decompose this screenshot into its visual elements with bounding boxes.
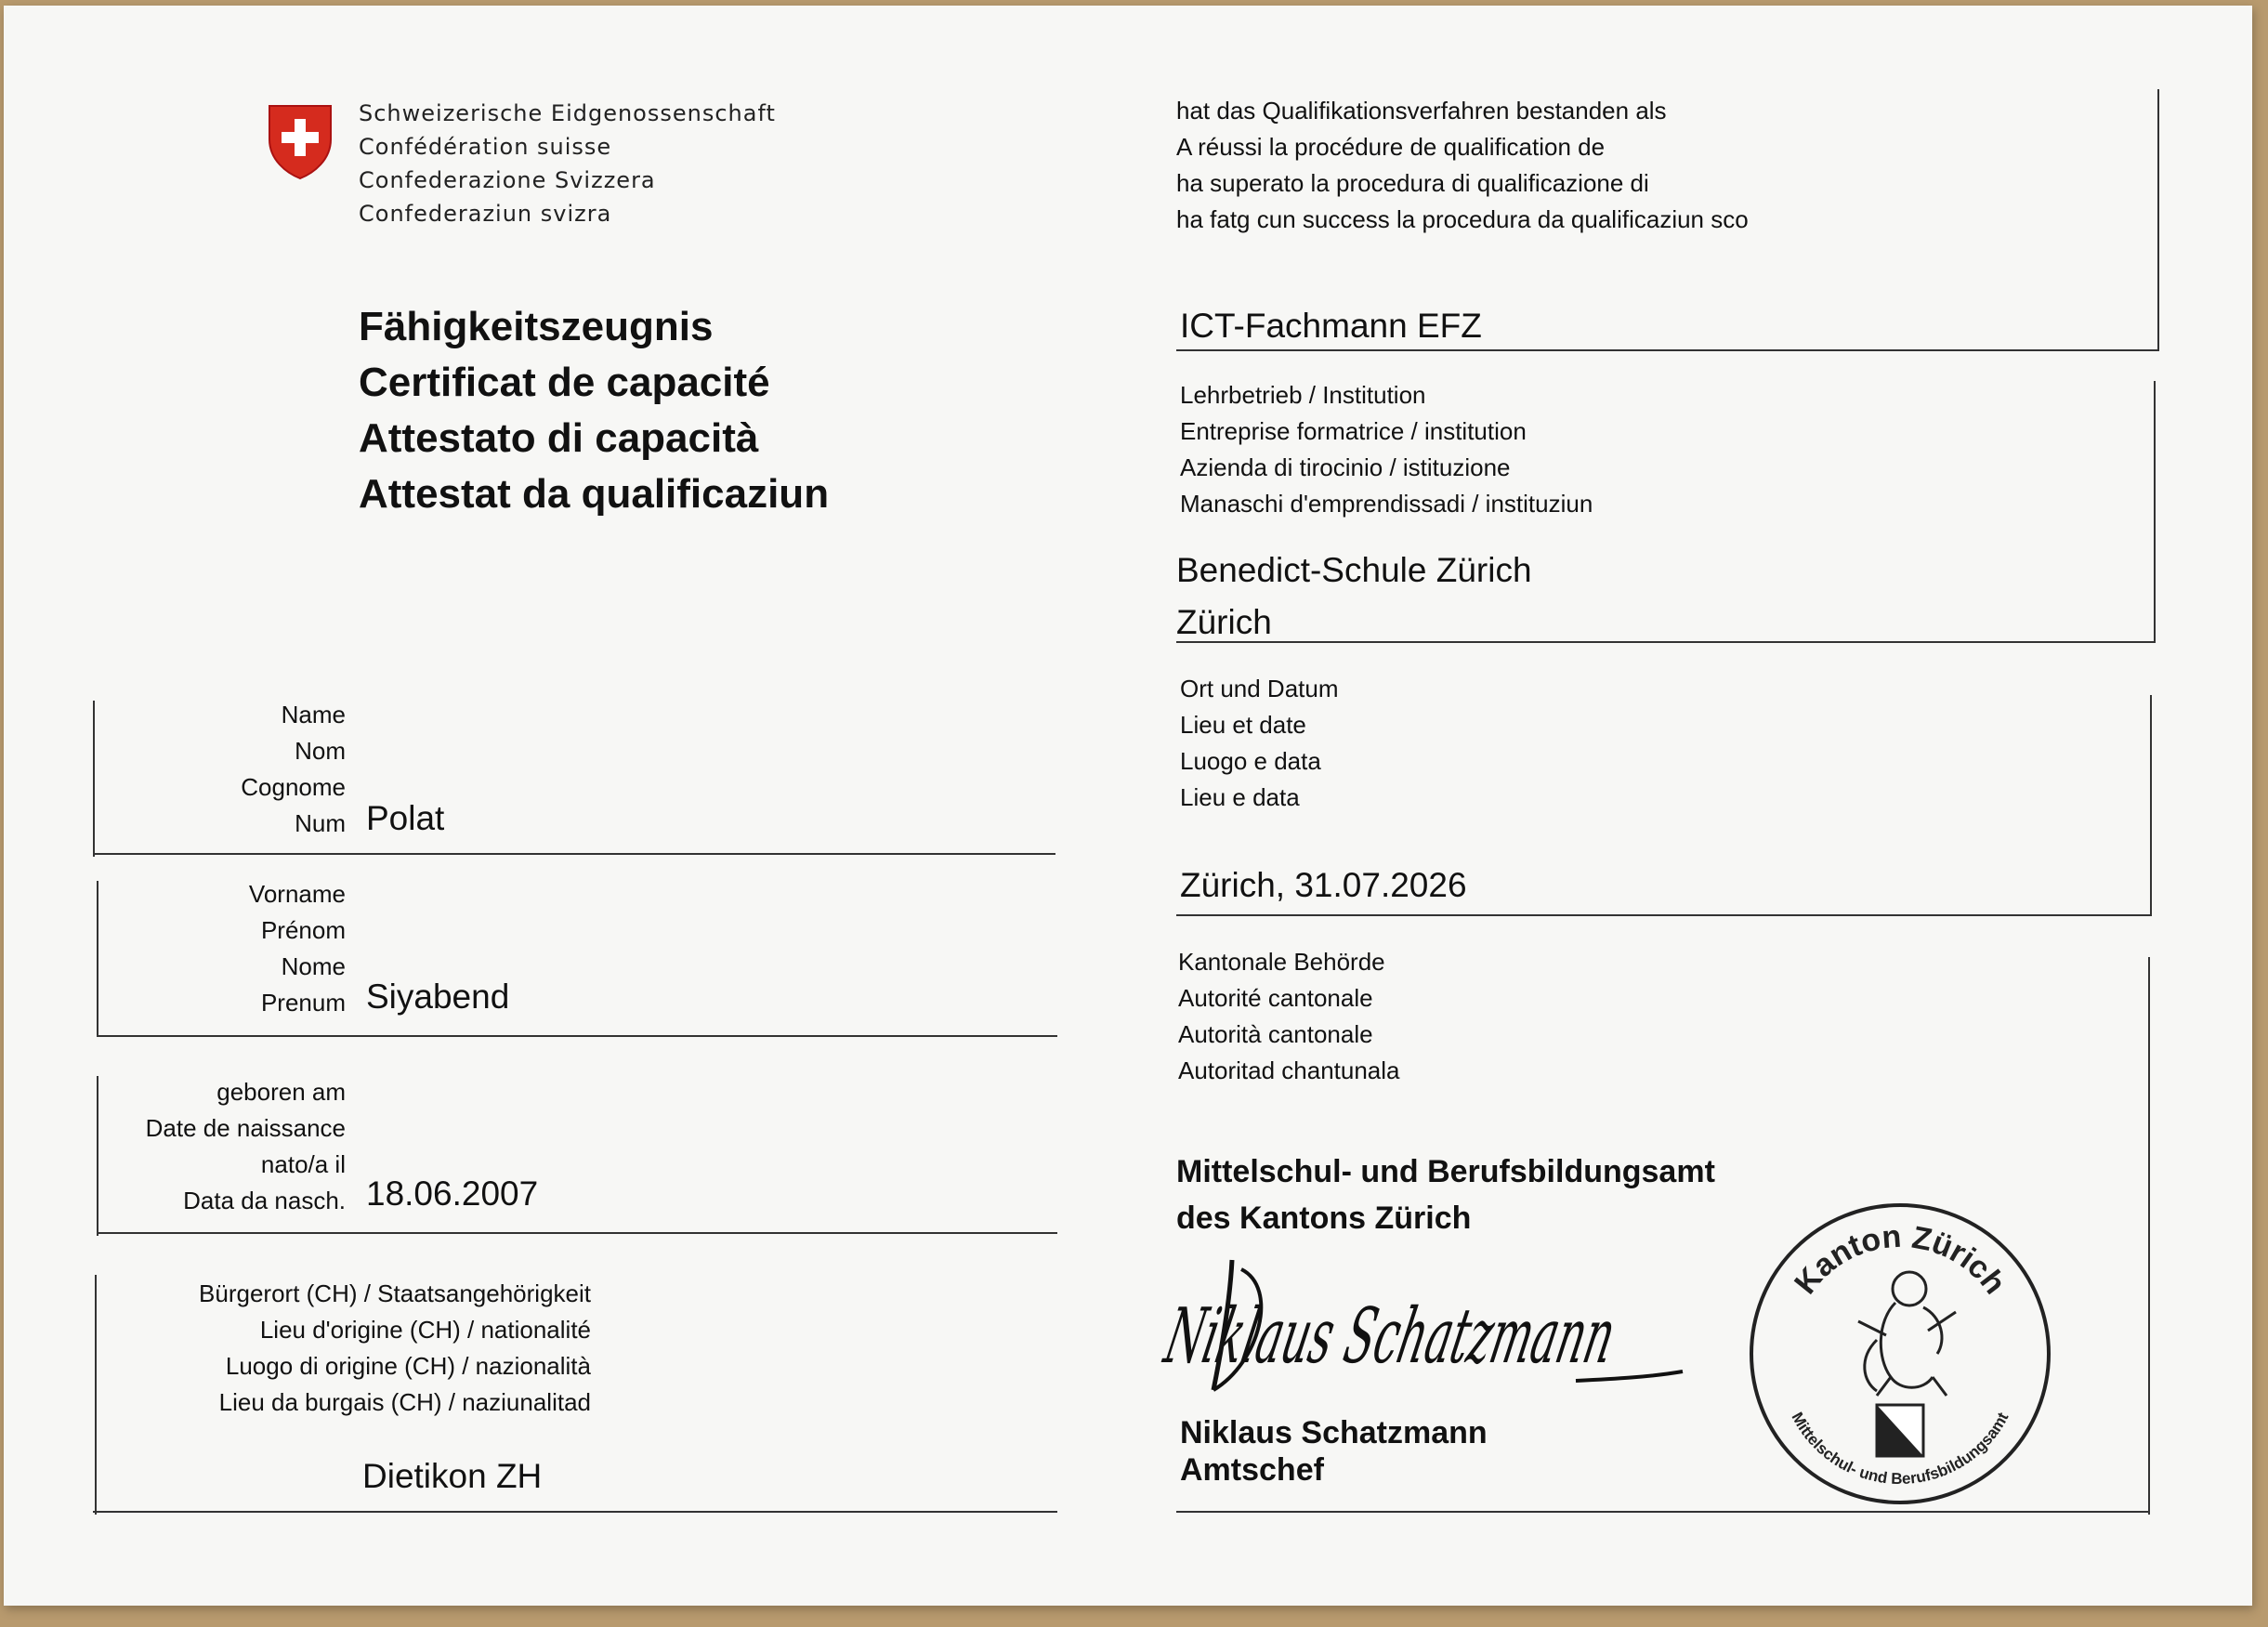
field-label: Manaschi d'emprendissadi / instituziun [1180,490,1593,518]
field-label: Nome [281,952,346,980]
field-label: hat das Qualifikationsverfahren bestanden als [1176,97,1667,125]
field-label: Name [281,701,346,728]
official-stamp [1747,1201,2053,1507]
field-label: ha superato la procedura di qualificazione di [1176,169,1649,197]
institution-value [1176,545,1532,649]
certificate-paper [4,6,2252,1606]
authority-labels [1178,944,1400,1089]
origin-value: Dietikon ZH [362,1457,543,1495]
title-line: Certificat de capacité [359,360,770,405]
swiss-coat-of-arms-icon [266,102,334,180]
field-label: Nom [295,737,346,765]
signatory-title: Amtschef [1180,1452,1324,1488]
stamp-top-text: Kanton Zürich [1788,1218,2013,1301]
svg-text:Niklaus Schatzmann: Niklaus Schatzmann [1158,1291,1973,1381]
confederation-line: Schweizerische Eidgenossenschaft [359,100,776,126]
place-date-value: Zürich, 31.07.2026 [1180,866,1467,904]
signatory-name: Niklaus Schatzmann [1180,1415,1488,1450]
institution-labels [1180,377,1593,522]
field-label: Prénom [260,916,346,944]
document-title [359,299,829,522]
surname-labels [97,697,346,842]
handwritten-signature [1158,1251,1973,1409]
field-label: geboren am [216,1078,346,1106]
svg-text:Kanton Zürich [1788,1219,2012,1301]
institution-city: Zürich [1176,603,1272,641]
field-label: Luogo di origine (CH) / nazionalità [225,1352,591,1380]
birthdate-labels [97,1074,346,1219]
field-label: Lieu e data [1180,783,1300,811]
field-label: Lehrbetrieb / Institution [1180,381,1426,409]
signatory [1180,1414,1488,1489]
origin-labels [97,1276,591,1421]
confederation-line: Confederazione Svizzera [359,167,656,193]
authority-office [1176,1148,1715,1241]
field-label: Lieu d'origine (CH) / nationalité [259,1316,591,1344]
field-label: Azienda di tirocinio / istituzione [1180,453,1511,481]
field-label: Entreprise formatrice / institution [1180,417,1527,445]
stamp-bottom-text: Mittelschul- und Berufsbildungsamt [1788,1409,2012,1489]
field-label: Luogo e data [1180,747,1321,775]
field-label: Autoritad chantunala [1178,1056,1400,1084]
field-label: Kantonale Behörde [1178,948,1385,976]
institution-name: Benedict-Schule Zürich [1176,551,1532,589]
title-line: Attestato di capacità [359,415,759,461]
field-label: Lieu da burgais (CH) / naziunalitad [218,1388,591,1416]
field-label: Prenum [260,989,346,1017]
field-label: Lieu et date [1180,711,1306,739]
confederation-line: Confédération suisse [359,134,612,160]
birthdate-value: 18.06.2007 [366,1174,539,1213]
field-label: Cognome [241,773,346,801]
title-line: Fähigkeitszeugnis [359,304,714,349]
field-label: Bürgerort (CH) / Staatsangehörigkeit [199,1279,591,1307]
field-label: Ort und Datum [1180,675,1339,702]
field-label: Date de naissance [145,1114,346,1142]
field-label: Autorità cantonale [1178,1020,1373,1048]
qualification-value: ICT-Fachmann EFZ [1180,307,1482,345]
confederation-name [359,97,776,230]
field-label: Data da nasch. [183,1187,346,1214]
title-line: Attestat da qualificaziun [359,471,830,517]
office-line: Mittelschul- und Berufsbildungsamt [1176,1154,1715,1189]
place-date-labels [1180,671,1339,816]
field-label: ha fatg cun success la procedura da qualificaziun sco [1176,205,1749,233]
field-label: A réussi la procédure de qualification de [1176,133,1606,161]
office-line: des Kantons Zürich [1176,1201,1472,1236]
field-label: nato/a il [260,1150,346,1178]
field-label: Num [295,809,346,837]
surname-value: Polat [366,799,445,837]
firstname-value: Siyabend [366,978,510,1016]
field-label: Vorname [248,880,346,908]
field-label: Autorité cantonale [1178,984,1373,1012]
qualification-labels [1176,93,1749,238]
firstname-labels [97,876,346,1021]
confederation-line: Confederaziun svizra [359,201,612,227]
